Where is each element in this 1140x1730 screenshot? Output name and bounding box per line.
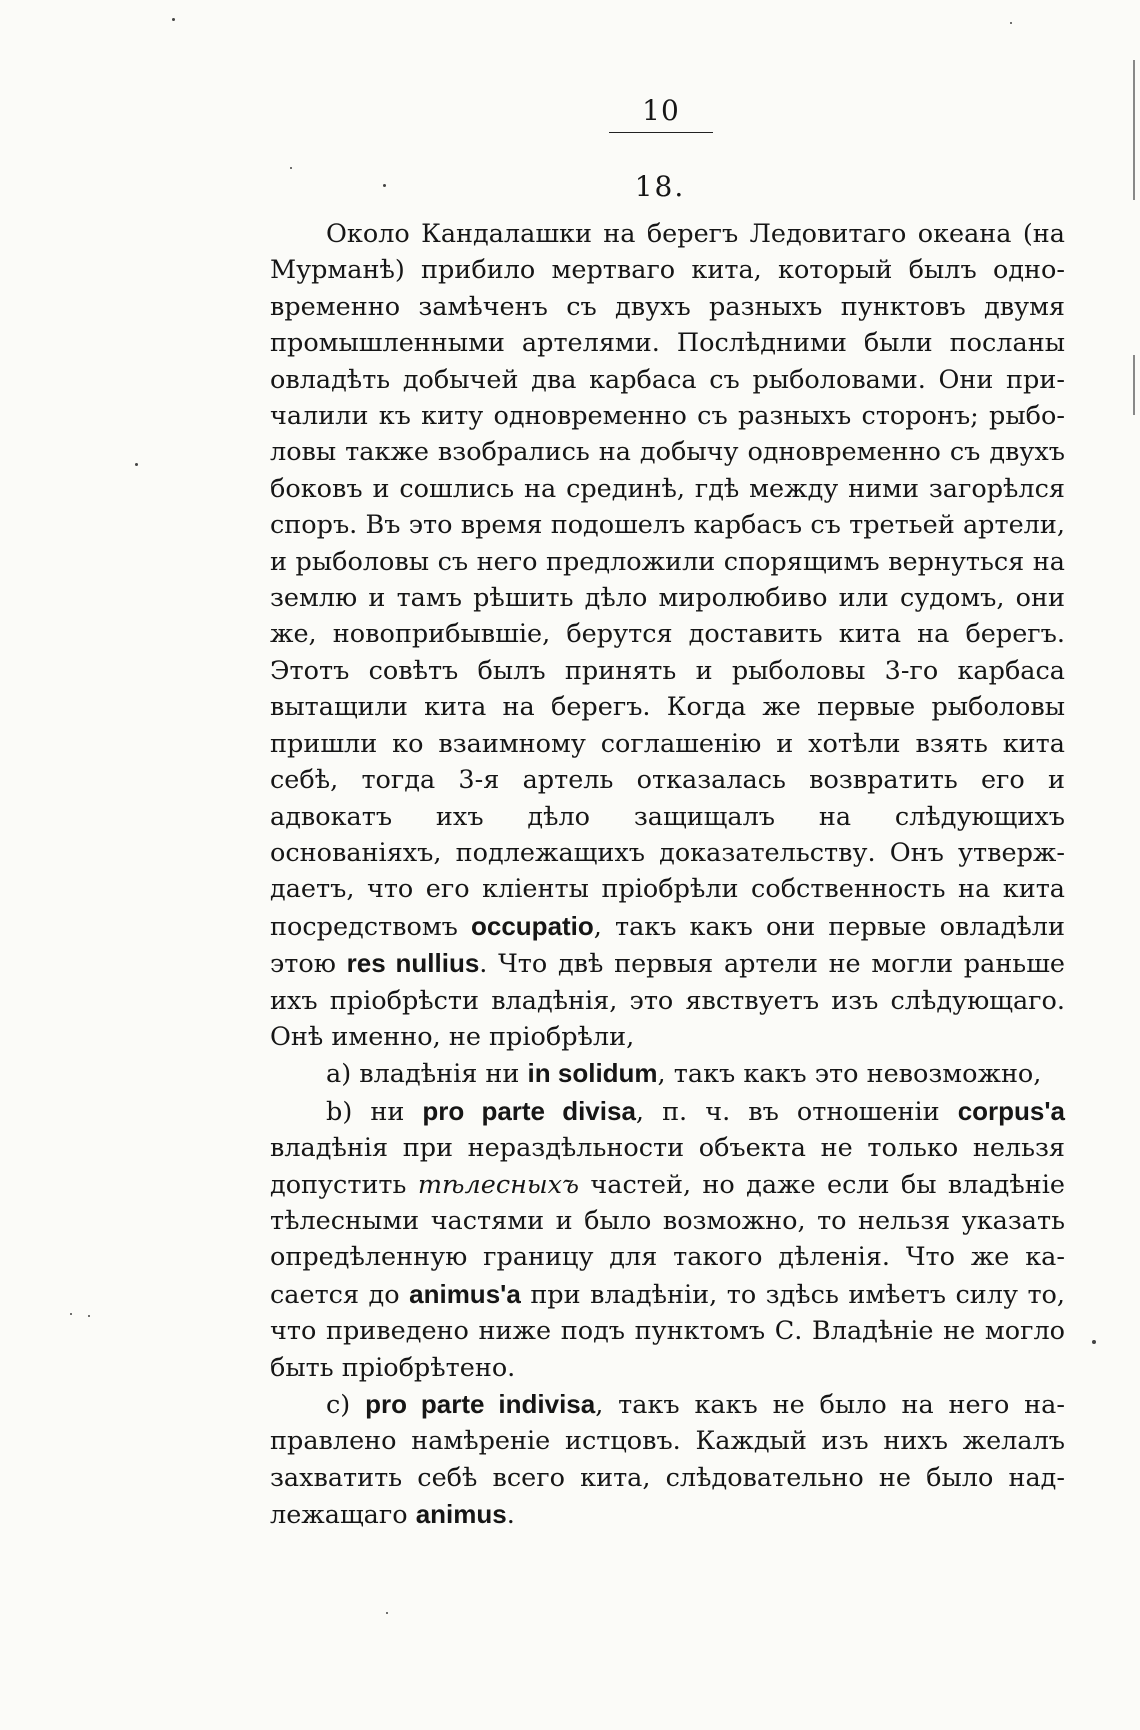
scan-speck bbox=[290, 167, 292, 169]
scan-speck bbox=[1092, 1340, 1096, 1344]
paragraph-a bbox=[270, 1055, 1065, 1092]
text-run: Около Кандалашки на берегъ Ледовитаго океана (на Мурманѣ) прибило мертваго кита, который былъ одновременно замѣченъ съ двухъ разныхъ пунктовъ двумя промышленными артелями. Послѣдними были посланы овладѣть добычей два карбаса съ рыболовами. Они причалили къ киту одновременно съ разныхъ сторонъ; рыболовы также взобрались на добычу одновременно съ двухъ боковъ и сошлись на срединѣ, гдѣ между ними загорѣлся споръ. Въ это время подошелъ карбасъ съ третьей артели, и рыболовы съ него предложили спорящимъ вернуться на землю и тамъ рѣшить дѣло миролюбиво или судомъ, они же, новоприбывшіе, берутся доставить кита на берегъ. Этотъ совѣтъ былъ принять и рыболовы 3-го карбаса вытащили кита на берегъ. Когда же первые рыболовы пришли ко взаимному соглашенію и хотѣли взять кита себѣ, тогда 3-я артель отказалась возвратить его и адвокатъ ихъ дѣло защищалъ на слѣдующихъ основаніяхъ, подлежащихъ доказательству. Онъ утверждаетъ, что его кліенты пріобрѣли собственность на кита посредствомъ bbox=[270, 219, 1065, 942]
latin-term: animus'a bbox=[409, 1278, 521, 1309]
latin-term: in solidum bbox=[527, 1058, 658, 1089]
text-run: , п. ч. въ отношеніи bbox=[635, 1096, 940, 1127]
scan-speck bbox=[172, 18, 175, 21]
body-text bbox=[270, 216, 1065, 1534]
scan-speck bbox=[383, 184, 386, 187]
text-run: c) bbox=[326, 1390, 351, 1420]
scan-speck bbox=[88, 1315, 90, 1317]
scan-edge-mark bbox=[1133, 60, 1135, 200]
text-run: a) владѣнія ни bbox=[326, 1059, 520, 1090]
paragraph-b bbox=[270, 1093, 1065, 1386]
emphasized-term: тѣлесныхъ bbox=[417, 1169, 580, 1200]
latin-term: pro parte divisa bbox=[422, 1095, 636, 1126]
text-run: при владѣніи, то здѣсь имѣетъ силу то, что приведено ниже подъ пунктомъ С. Владѣніе не могло быть пріобрѣтено. bbox=[270, 1279, 1066, 1383]
paragraph-main bbox=[270, 216, 1065, 1055]
scan-speck bbox=[70, 1313, 72, 1315]
scan-edge-mark bbox=[1133, 355, 1135, 415]
scan-speck bbox=[386, 1612, 388, 1614]
text-run: . Что двѣ первыя артели не могли раньше ихъ пріобрѣсти владѣнія, это явствуетъ изъ слѣдующаго. Онѣ именно, не пріобрѣли, bbox=[270, 949, 1065, 1052]
text-run: , такъ какъ это невозможно, bbox=[657, 1059, 1042, 1090]
section-number: 18. bbox=[634, 170, 686, 203]
latin-term: corpus'a bbox=[957, 1095, 1066, 1126]
text-run: частей, но даже если бы владѣніе тѣлесными частями и было возможно, то нельзя указать опредѣленную границу для такого дѣленія. Что же касается до bbox=[270, 1169, 1066, 1310]
latin-term: occupatio bbox=[471, 910, 594, 941]
text-run: , такъ какъ они первые овладѣли этою bbox=[270, 911, 1065, 980]
paragraph-c bbox=[270, 1386, 1065, 1534]
text-run: владѣнія при нераздѣльности объекта не только нельзя допустить bbox=[270, 1133, 1065, 1200]
text-run: , такъ какъ не было на него направлено намѣреніе истцовъ. Каждый изъ нихъ желалъ захватить себѣ всего кита, слѣдовательно не было надлежащаго bbox=[270, 1390, 1065, 1531]
text-run: . bbox=[506, 1500, 515, 1531]
page-number: 10 bbox=[609, 94, 713, 133]
scan-speck bbox=[1010, 22, 1012, 24]
latin-term: res nullius bbox=[346, 948, 480, 979]
latin-term: pro parte indivisa bbox=[365, 1389, 596, 1419]
latin-term: animus bbox=[415, 1499, 507, 1530]
scan-speck bbox=[135, 463, 138, 466]
text-run: b) ни bbox=[326, 1096, 405, 1127]
